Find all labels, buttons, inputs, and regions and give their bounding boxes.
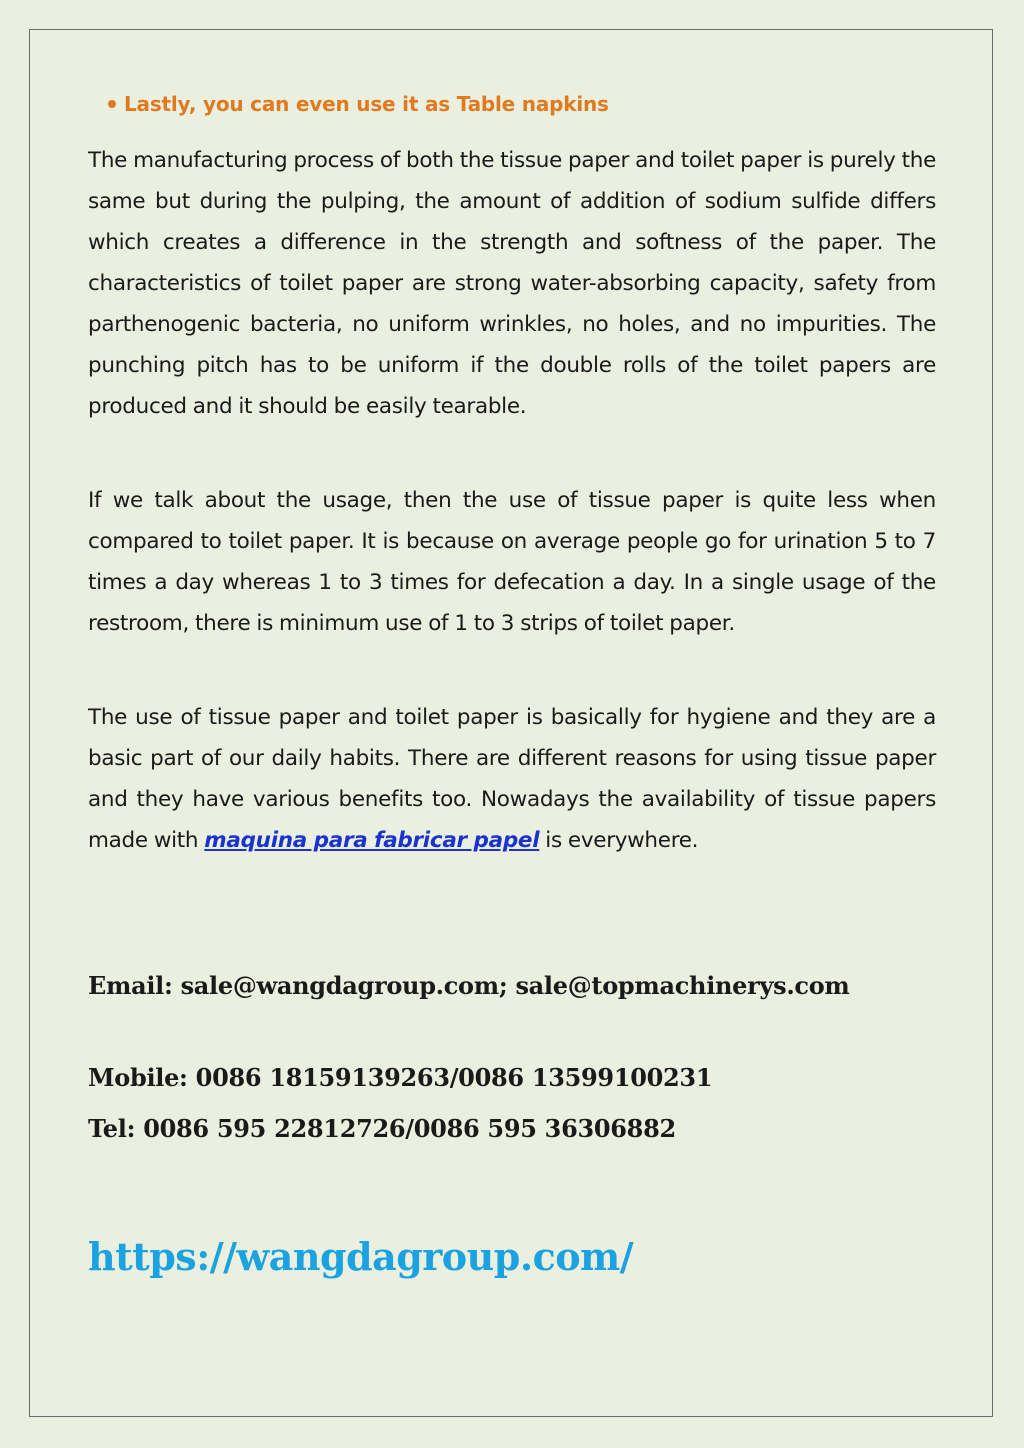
mobile-line: Mobile: 0086 18159139263/0086 13599100231 xyxy=(88,1063,713,1092)
bullet-text: Lastly, you can even use it as Table napkins xyxy=(124,92,609,116)
maquina-link[interactable]: maquina para fabricar papel xyxy=(204,828,540,853)
paragraph-hygiene xyxy=(88,697,936,861)
website-link[interactable]: https://wangdagroup.com/ xyxy=(88,1234,634,1279)
paragraph-usage: If we talk about the usage, then the use of tissue paper is quite less when compared to toilet paper. It is because on average people go for urination 5 to 7 times a day whereas 1 to 3 times for defecation a day. In a single usage of the restroom, there is minimum use of 1 to 3 strips of toilet paper. xyxy=(88,488,936,636)
bullet-item xyxy=(108,92,609,116)
paragraph-hygiene-text: The use of tissue paper and toilet paper is basically for hygiene and they are a basic part of our daily habits. There are different reasons for using tissue paper and they have various benefits too. Nowadays the availability of tissue papers made with xyxy=(88,705,936,853)
bullet-dot-icon xyxy=(108,100,116,108)
email-line: Email: sale@wangdagroup.com; sale@topmachinerys.com xyxy=(88,971,850,1000)
paragraph-manufacturing: The manufacturing process of both the tissue paper and toilet paper is purely the same but during the pulping, the amount of addition of sodium sulfide differs which creates a difference in the strength and softness of the paper. The characteristics of toilet paper are strong water-absorbing capacity, safety from parthenogenic bacteria, no uniform wrinkles, no holes, and no impurities. The punching pitch has to be uniform if the double rolls of the toilet papers are produced and it should be easily tearable. xyxy=(88,148,936,419)
paragraph-hygiene-tail: is everywhere. xyxy=(539,828,699,853)
tel-line: Tel: 0086 595 22812726/0086 595 36306882 xyxy=(88,1114,676,1143)
